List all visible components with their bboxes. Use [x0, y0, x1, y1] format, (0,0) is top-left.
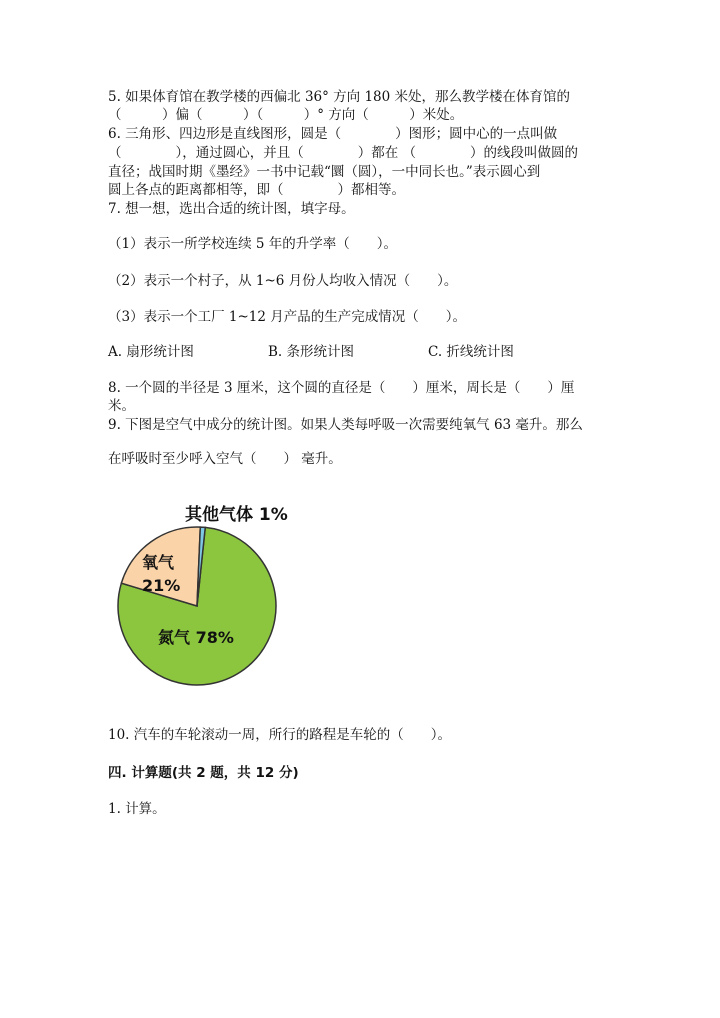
- q9-line-1: 9. 下图是空气中成分的统计图。如果人类每呼吸一次需要纯氧气 63 毫升。那么: [108, 417, 583, 433]
- q7-option-b: B. 条形统计图: [268, 344, 355, 360]
- q6-line-4: 圆上各点的距离都相等，即（ ）都相等。: [108, 182, 405, 198]
- q6-line-2: （ ），通过圆心，并且（ ）都在 （ ）的线段叫做圆的: [108, 145, 579, 161]
- q7-option-a: A. 扇形统计图: [108, 344, 194, 360]
- label-oxygen-name: 氧气: [142, 553, 175, 572]
- q8-line-1: 8. 一个圆的半径是 3 厘米，这个圆的直径是（ ）厘米，周长是（ ）厘: [108, 380, 575, 396]
- q10-line-1: 10. 汽车的车轮滚动一周，所行的路程是车轮的（ ）。: [108, 727, 452, 743]
- label-oxygen-value: 21%: [142, 576, 181, 595]
- q6-line-1: 6. 三角形、四边形是直线图形，圆是（ ）图形；圆中心的一点叫做: [108, 126, 558, 142]
- label-other-gas: 其他气体 1%: [185, 505, 288, 525]
- section-4-question-1: 1. 计算。: [108, 801, 166, 817]
- q5-line-2: （ ）偏（ ）（ ）° 方向（ ）米处。: [108, 107, 464, 123]
- q7-item-1: （1）表示一所学校连续 5 年的升学率（ ）。: [108, 236, 398, 252]
- section-4-heading: 四. 计算题(共 2 题，共 12 分): [108, 765, 299, 781]
- air-composition-pie-chart: [100, 490, 340, 690]
- q7-title: 7. 想一想，选出合适的统计图，填字母。: [108, 201, 355, 217]
- q7-item-3: （3）表示一个工厂 1~12 月产品的生产完成情况（ ）。: [108, 309, 466, 325]
- q7-option-c: C. 折线统计图: [428, 344, 514, 360]
- q6-line-3: 直径；战国时期《墨经》一书中记载“圜（圆），一中同长也。”表示圆心到: [108, 164, 541, 180]
- q5-line-1: 5. 如果体育馆在教学楼的西偏北 36° 方向 180 米处，那么教学楼在体育馆的: [108, 89, 571, 105]
- label-nitrogen: 氮气 78%: [158, 628, 234, 647]
- q8-line-2: 米。: [108, 398, 135, 414]
- q7-item-2: （2）表示一个村子，从 1~6 月份人均收入情况（ ）。: [108, 273, 458, 289]
- q9-line-2: 在呼吸时至少呼入空气（ ） 毫升。: [108, 451, 342, 467]
